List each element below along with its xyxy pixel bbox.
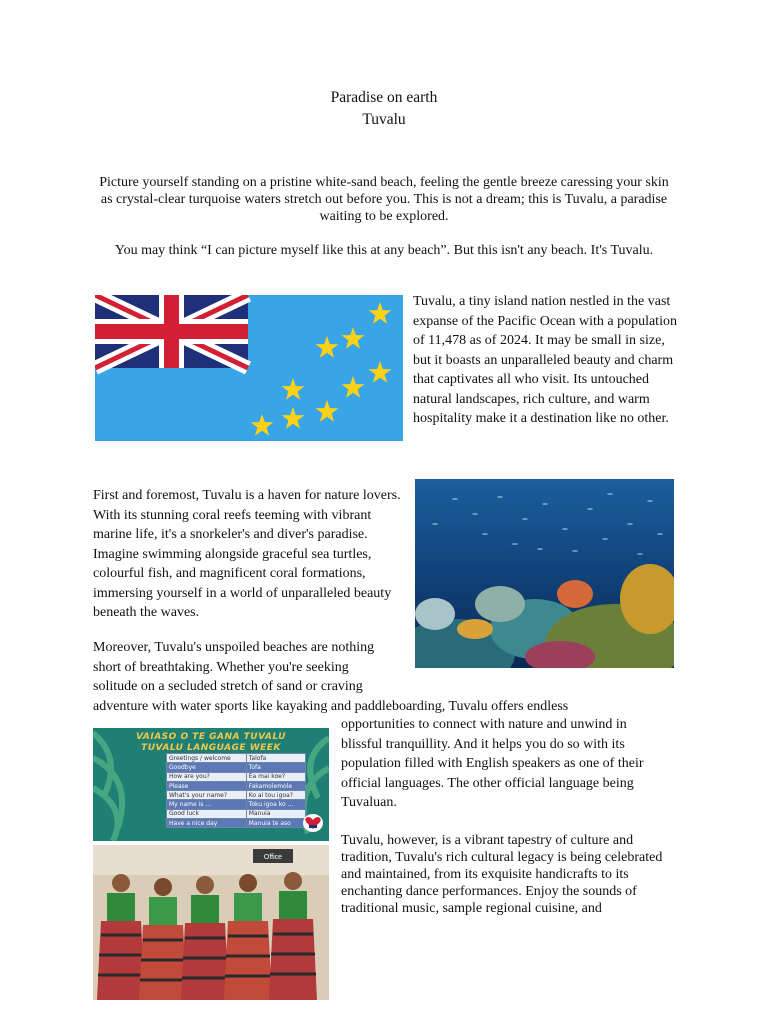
phrase-english-cell: Have a nice day [167,819,247,828]
phrase-tuvaluan-cell: Fakamolemole [246,781,305,790]
poster-title-tuvaluan: VAIASO O TE GANA TUVALU [136,732,286,742]
phrase-table [166,753,306,828]
intro-paragraph-2: You may think “I can picture myself like this at any beach”. But this isn't any beach. It's Tuvalu. [114,243,654,258]
reef-section-paragraph: First and foremost, Tuvalu is a haven for nature lovers. With its stunning coral reefs teeming with vibrant marine life, it's a snorkeler's and diver's paradise. Imagine swimming alongside graceful sea turtles, colourful fish, and magnificent coral formations, immersing yourself in a world of unparalleled beauty beneath the waves. [93,488,401,620]
phrase-tuvaluan-cell: Toku igoa ko ... [246,800,305,809]
beaches-line-4: adventure with water sports like kayaking and paddleboarding, Tuvalu offers endless [93,698,569,714]
beaches-line-2: short of breathtaking. Whether you're seeking [93,659,349,675]
beaches-section-continued: opportunities to connect with nature and unwind in blissful tranquillity. And it helps you do so with its population filled with English speakers as one of their official languages. The other official language being Tuvaluan. [341,717,644,810]
phrase-tuvaluan-cell: Talofa [246,754,305,763]
logo-badge [303,814,323,832]
phrase-english-cell: My name is ... [167,800,247,809]
phrase-tuvaluan-cell: Ko ai tou igoa? [246,791,305,800]
page-title [0,87,768,131]
union-jack [95,295,248,368]
phrase-english-cell: How are you? [167,772,247,781]
phrase-tuvaluan-cell: Manuia te aso [246,819,305,828]
phrase-tuvaluan-cell: Tofa [246,763,305,772]
phrase-tuvaluan-cell: Manuia [246,809,305,818]
title-line-2: Tuvalu [362,111,406,128]
title-line-1: Paradise on earth [330,89,438,106]
phrase-row [167,772,306,781]
phrase-row [167,754,306,763]
phrase-row [167,819,306,828]
culture-section-paragraph: Tuvalu, however, is a vibrant tapestry of culture and tradition, Tuvalu's rich cultural legacy is being celebrated and maintained, from its exquisite handicrafts to its enchanting dance performances. Enjoy the sounds of traditional music, sample regional cuisine, and [341,833,663,916]
beaches-section [93,638,693,716]
phrase-tuvaluan-cell: Ea mai koe? [246,772,305,781]
language-week-poster [93,728,329,841]
phrase-row [167,800,306,809]
tuvalu-flag-image [95,295,403,441]
poster-title-english: TUVALU LANGUAGE WEEK [141,743,281,753]
office-sign: Office [263,854,283,861]
flag-section-paragraph: Tuvalu, a tiny island nation nestled in the vast expanse of the Pacific Ocean with a population of 11,478 as of 2024. It may be small in size, but it boasts an unparalleled beauty and charm that captivates all who visit. Its untouched natural landscapes, rich culture, and warm hospitality make it a destination like no other. [413,294,677,426]
phrase-row [167,791,306,800]
phrase-row [167,781,306,790]
phrase-english-cell: What's your name? [167,791,247,800]
beaches-line-3: solitude on a secluded stretch of sand or craving [93,679,363,694]
phrase-english-cell: Please [167,781,247,790]
intro-paragraph-1: Picture yourself standing on a pristine white-sand beach, feeling the gentle breeze caressing your skin as crystal-clear turquoise waters stretch out before you. This is not a dream; this is Tuvalu, a paradise waiting to be explored. [99,175,669,224]
dancers-photo [93,845,329,1000]
heart-logo-icon [303,814,323,832]
phrase-row [167,809,306,818]
phrase-row [167,763,306,772]
phrase-english-cell: Good luck [167,809,247,818]
phrase-english-cell: Greetings / welcome [167,754,247,763]
phrase-english-cell: Goodbye [167,763,247,772]
beaches-line-1: Moreover, Tuvalu's unspoiled beaches are nothing [93,640,375,655]
